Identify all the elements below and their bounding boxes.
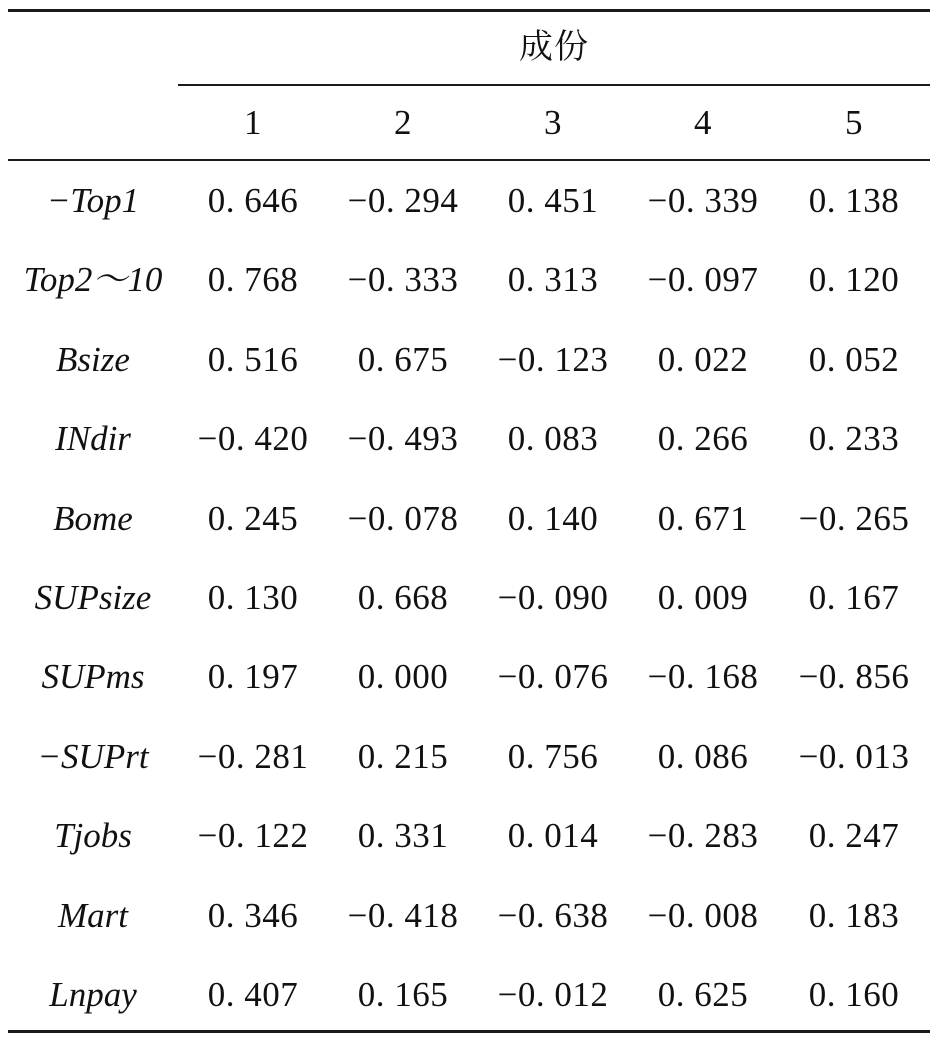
table-cell: 0. 451 xyxy=(507,181,599,220)
table-cell: 0. 675 xyxy=(357,339,449,379)
table-cell: 0. 625 xyxy=(657,974,749,1014)
row-variable-label: −Top1 xyxy=(46,181,140,220)
table-cell: 0. 313 xyxy=(507,260,599,300)
row-variable-label: Mart xyxy=(58,895,128,935)
table-row xyxy=(8,735,930,814)
table-cell: 0. 140 xyxy=(507,498,599,538)
column-header: 1 xyxy=(244,103,262,142)
table-cell: 0. 346 xyxy=(207,895,299,935)
table-cell: 0. 120 xyxy=(808,260,900,300)
table-row xyxy=(8,258,930,337)
row-variable-label: Bsize xyxy=(56,339,130,379)
table-bottom-rule xyxy=(8,1030,930,1033)
table-cell: 0. 516 xyxy=(207,339,299,379)
table-row xyxy=(8,973,930,1052)
table-row xyxy=(8,814,930,893)
table-body xyxy=(8,179,930,1052)
table-cell: −0. 076 xyxy=(497,657,609,697)
column-header-row xyxy=(8,101,930,145)
row-variable-label: Bome xyxy=(53,498,133,538)
column-header: 5 xyxy=(845,103,863,142)
table-cell: 0. 756 xyxy=(507,736,599,776)
table-cell: 0. 009 xyxy=(657,577,749,617)
table-row xyxy=(8,576,930,655)
table-row xyxy=(8,417,930,496)
table-cell: −0. 012 xyxy=(497,974,609,1014)
table-cell: 0. 083 xyxy=(507,419,599,459)
row-variable-label: −SUPrt xyxy=(37,736,149,776)
table-cell: 0. 160 xyxy=(808,974,900,1014)
table-cell: 0. 000 xyxy=(357,657,449,697)
row-variable-label: Top2～10 xyxy=(23,260,163,300)
table-row xyxy=(8,497,930,576)
table-cell: −0. 638 xyxy=(497,895,609,935)
column-header-blank xyxy=(8,101,178,145)
column-header: 3 xyxy=(544,103,562,142)
row-variable-label: INdir xyxy=(55,419,131,459)
table-cell: −0. 008 xyxy=(647,895,759,935)
table-cell: −0. 281 xyxy=(197,736,309,776)
table-row xyxy=(8,894,930,973)
table-cell: 0. 086 xyxy=(657,736,749,776)
table-cell: 0. 165 xyxy=(357,974,449,1014)
column-header: 4 xyxy=(694,103,712,142)
row-variable-label: SUPsize xyxy=(34,577,152,617)
table-top-rule xyxy=(8,9,930,12)
table-cell: −0. 493 xyxy=(347,419,459,459)
table-cell: −0. 078 xyxy=(347,498,459,538)
table-cell: −0. 097 xyxy=(647,260,759,300)
table-cell: −0. 283 xyxy=(647,816,759,856)
table-cell: −0. 168 xyxy=(647,657,759,697)
table-cell: −0. 294 xyxy=(347,181,459,220)
table-cell: −0. 090 xyxy=(497,577,609,617)
table-cell: 0. 768 xyxy=(207,260,299,300)
group-header-rule xyxy=(178,84,930,86)
table-cell: 0. 407 xyxy=(207,974,299,1014)
table-cell: 0. 022 xyxy=(657,339,749,379)
table-cell: 0. 245 xyxy=(207,498,299,538)
table-cell: 0. 215 xyxy=(357,736,449,776)
table-cell: 0. 331 xyxy=(357,816,449,856)
table-cell: 0. 167 xyxy=(808,577,900,617)
row-variable-label: SUPms xyxy=(41,657,145,697)
header-rule xyxy=(8,159,930,161)
table-cell: −0. 013 xyxy=(798,736,910,776)
group-header-label: 成份 xyxy=(519,27,589,67)
table-cell: −0. 265 xyxy=(798,498,910,538)
row-variable-label: Tjobs xyxy=(54,816,132,856)
table-row xyxy=(8,338,930,417)
table-cell: −0. 339 xyxy=(647,181,759,220)
table-cell: 0. 052 xyxy=(808,339,900,379)
table-cell: 0. 183 xyxy=(808,895,900,935)
table-cell: −0. 420 xyxy=(197,419,309,459)
table-row xyxy=(8,179,930,258)
table-cell: −0. 418 xyxy=(347,895,459,935)
table-cell: 0. 138 xyxy=(808,181,900,220)
column-header: 2 xyxy=(394,103,412,142)
table-cell: −0. 123 xyxy=(497,339,609,379)
table-cell: 0. 233 xyxy=(808,419,900,459)
table-cell: 0. 646 xyxy=(207,181,299,220)
table-cell: 0. 130 xyxy=(207,577,299,617)
table-row xyxy=(8,655,930,734)
table-cell: 0. 668 xyxy=(357,577,449,617)
row-variable-label: Lnpay xyxy=(49,974,137,1014)
table-cell: 0. 014 xyxy=(507,816,599,856)
table-cell: 0. 247 xyxy=(808,816,900,856)
table-cell: 0. 671 xyxy=(657,498,749,538)
table-cell: 0. 266 xyxy=(657,419,749,459)
table-cell: −0. 333 xyxy=(347,260,459,300)
table-cell: 0. 197 xyxy=(207,657,299,697)
table-cell: −0. 856 xyxy=(798,657,910,697)
table-cell: −0. 122 xyxy=(197,816,309,856)
